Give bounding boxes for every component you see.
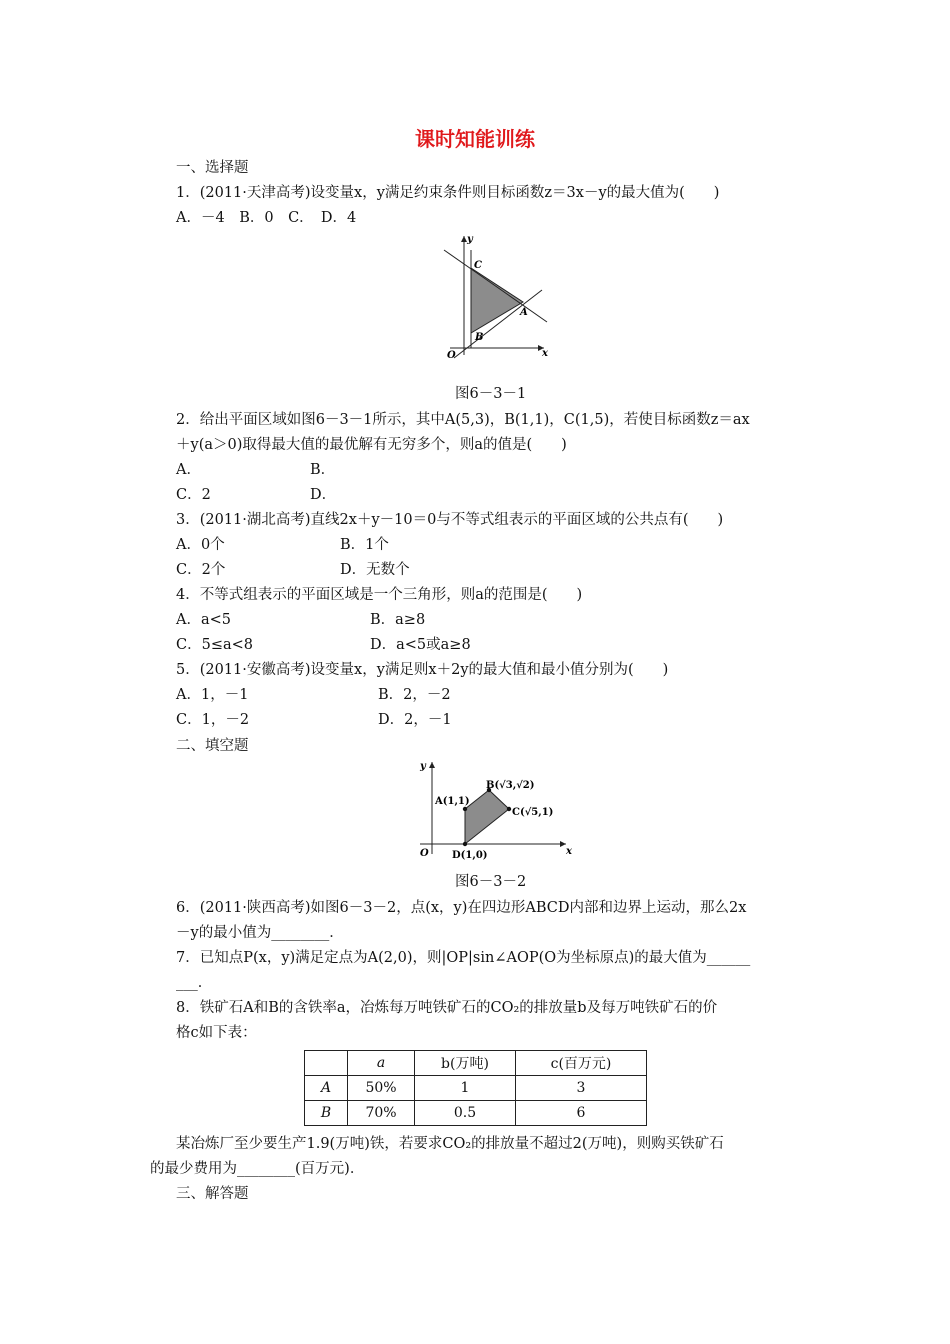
question-5-option-c: C．1，－2 xyxy=(176,712,250,728)
table-header-row xyxy=(305,1051,647,1076)
table-cell: 50% xyxy=(348,1076,415,1101)
table-cell: B xyxy=(305,1101,348,1126)
question-2-text-line-1: 2．给出平面区域如图6－3－1所示，其中A(5,3)，B(1,1)，C(1,5)，若使目标函数z＝ax xyxy=(176,412,750,428)
question-8-text-line-4: 的最少费用为________(百万元)． xyxy=(150,1161,365,1177)
question-6-text-line-2: －y的最小值为________． xyxy=(176,925,344,941)
fig2-label-a: A(1,1) xyxy=(435,796,470,807)
question-4-option-a: A．a<5 xyxy=(176,612,231,628)
question-3-text: 3．(2011·湖北高考)直线2x＋y－10＝0与不等式组表示的平面区域的公共点有( ) xyxy=(176,512,724,528)
question-5-option-b: B．2，－2 xyxy=(378,687,451,703)
question-2-option-b: B． xyxy=(310,462,336,478)
fig2-label-d: D(1,0) xyxy=(452,850,488,861)
question-4-option-d: D．a<5或a≥8 xyxy=(370,637,471,653)
question-7-text-line-2: ___． xyxy=(176,975,213,991)
table-cell: A xyxy=(305,1076,348,1101)
fig1-label-x: x xyxy=(542,348,548,359)
section-answer-heading: 三、解答题 xyxy=(176,1186,249,1202)
table-cell: 70% xyxy=(348,1101,415,1126)
question-1-options: A．－4 B．0 C． D．4 xyxy=(176,210,357,226)
fig2-label-y: y xyxy=(420,761,426,772)
fig1-label-b: B xyxy=(475,332,484,343)
question-5-text: 5．(2011·安徽高考)设变量x，y满足则x＋2y的最大值和最小值分别为( ) xyxy=(176,662,669,678)
table-header-cell xyxy=(305,1051,348,1076)
question-3-option-d: D．无数个 xyxy=(340,562,410,578)
page-title: 课时知能训练 xyxy=(415,127,535,151)
table-row xyxy=(305,1076,647,1101)
question-5-option-a: A．1，－1 xyxy=(176,687,249,703)
y-axis-arrow xyxy=(429,762,435,768)
fig2-label-b: B(√3,√2) xyxy=(486,780,535,791)
table-cell: 3 xyxy=(516,1076,647,1101)
question-1-text: 1．(2011·天津高考)设变量x，y满足约束条件则目标函数z＝3x－y的最大值为( ) xyxy=(176,185,720,201)
table-cell: 6 xyxy=(516,1101,647,1126)
question-5-option-d: D．2，－1 xyxy=(378,712,452,728)
point-d xyxy=(463,842,467,846)
point-c xyxy=(507,807,511,811)
table-cell: 1 xyxy=(415,1076,516,1101)
question-2-option-a: A． xyxy=(176,462,201,478)
table-header-cell: b(万吨) xyxy=(415,1051,516,1076)
figure-6-3-1 xyxy=(432,230,560,366)
figure-6-3-2 xyxy=(416,758,576,866)
figure-1-caption: 图6－3－1 xyxy=(455,386,527,402)
fig2-label-x: x xyxy=(566,846,572,857)
question-4-option-b: B．a≥8 xyxy=(370,612,426,628)
question-4-text: 4．不等式组表示的平面区域是一个三角形，则a的范围是( ) xyxy=(176,587,583,603)
question-8-text-line-1: 8．铁矿石A和B的含铁率a，冶炼每万吨铁矿石的CO₂的排放量b及每万吨铁矿石的价 xyxy=(176,1000,718,1016)
fig2-label-origin: O xyxy=(420,848,429,859)
question-8-text-line-2: 格c如下表： xyxy=(176,1025,257,1041)
question-6-text-line-1: 6．(2011·陕西高考)如图6－3－2，点(x，y)在四边形ABCD内部和边界上运动，那么2x xyxy=(176,900,747,916)
question-7-text-line-1: 7．已知点P(x，y)满足定点为A(2,0)，则|OP|sin∠AOP(O为坐标原点)的最大值为______ xyxy=(176,950,751,966)
ore-table xyxy=(304,1050,647,1126)
question-4-option-c: C．5≤a<8 xyxy=(176,637,253,653)
question-2-option-d: D． xyxy=(310,487,337,503)
table-header-cell: c(百万元) xyxy=(516,1051,647,1076)
fig2-label-c: C(√5,1) xyxy=(512,807,554,818)
fig1-label-origin: O xyxy=(447,350,456,361)
question-3-option-c: C．2个 xyxy=(176,562,226,578)
question-3-option-b: B．1个 xyxy=(340,537,389,553)
table-cell: 0.5 xyxy=(415,1101,516,1126)
section-choice-heading: 一、选择题 xyxy=(176,160,249,176)
figure-2-caption: 图6－3－2 xyxy=(455,874,527,890)
point-a xyxy=(463,807,467,811)
quadrilateral-abcd xyxy=(465,790,509,844)
fig1-label-c: C xyxy=(474,260,482,271)
question-2-text-line-2: ＋y(a＞0)取得最大值的最优解有无穷多个，则a的值是( ) xyxy=(176,437,567,453)
fig1-label-y: y xyxy=(467,234,473,245)
feasible-region-triangle xyxy=(471,268,523,333)
section-fill-heading: 二、填空题 xyxy=(176,738,249,754)
question-8-text-line-3: 某冶炼厂至少要生产1.9(万吨)铁，若要求CO₂的排放量不超过2(万吨)，则购买铁矿石 xyxy=(176,1136,724,1152)
table-row xyxy=(305,1101,647,1126)
question-3-option-a: A．0个 xyxy=(176,537,225,553)
question-2-option-c: C．2 xyxy=(176,487,211,503)
table-header-cell: a xyxy=(348,1051,415,1076)
fig1-label-a: A xyxy=(520,307,528,318)
